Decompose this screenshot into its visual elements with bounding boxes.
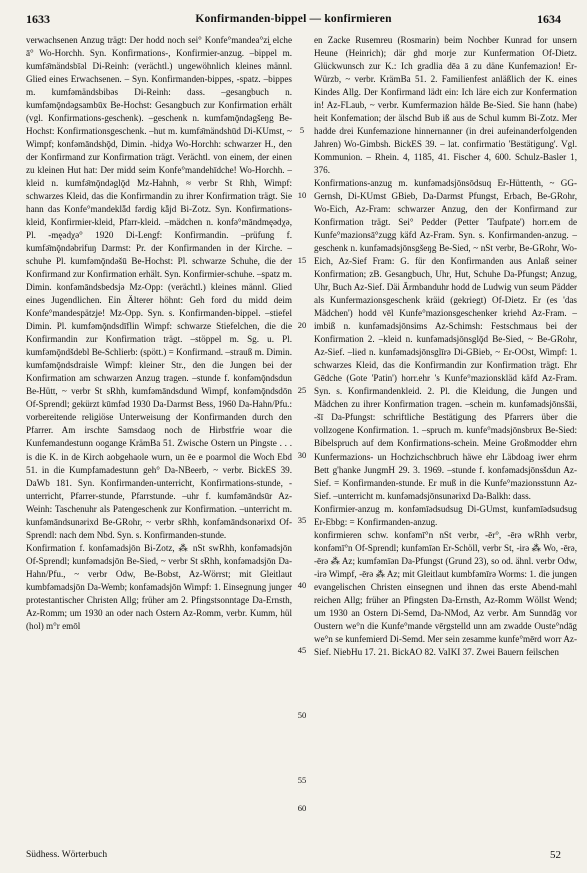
line-number: 10 (297, 190, 307, 200)
entry-konfirmieren: konfirmieren schw. konfəmī°n nSt verbr, -ēr°, -ērə wRhh verbr, konfəmī°n Of-Sprendl; kunfəmīən Er-Schöll, verbr St, -irə ⁂ Wo, -ērə, -ērə ⁂ Az; kumfəmīən Da-Pfungst (Grund 23), so od. ähnl. verbr Odw, -irə Wimpf, -ērə ⁂ Az; mit Gleitlaut kumbfəmīrə Worms: 1. die jungen evangelischen Christen einsegnen und ihnen das erste Abend-mahl reichen Allg; früher an Pfingsten Da-Ernsth, Az-Romm Wöllst Wend; um 1930 an Ostern Di-Semd, Da-NMod, Az verbr. Am Sunndāg vor Oustern we°n die Kunfe°mande vērgstelld unn am zwadde Ouste°ndāg we°n se kunfemierd Di-Semd. Mer sein zesamme kunfe°mērd worr Az-Sief. NiebHu 17. 21. BickAO 82. VaIKI 37. Zwei Bauern feilschen (314, 529, 577, 657)
right-column (314, 34, 577, 814)
line-number: 35 (297, 515, 307, 525)
line-number: 30 (297, 450, 307, 460)
page-footer (26, 848, 561, 862)
entry-konfirmations-anzug: Konfirmations-anzug m. kunfəmadsjōnsōdsuq Er-Hüttenth, ~ GG-Gernsh, Di-KUmst GBieb, Da-Darmst Pfungst, Erbach, Be-GRohr, Wo-Eich, Az-Fram: schwarzer Anzug, den der Konfirmand zur Konfirmation trägt. Sei° Pedder (Petter 'Taufpate') horr.em de Kunfe°mazionsā°zugg käfd Az-Fram. Syn. s. Konfirmanden-anzug. –geschenk n. kunfəmadsjōnsgšeŋg Be-Sied, ~ nSt verbr, Be-GRohr, Wo-Eich, Az-Sief Fram: G. für den Konfirmanden aus Anlaß seiner Konfirmation; zB. Gesangbuch, Uhr, Hut, Schuhe Da-Pfungst; Anzug, Uhr, Buch Az-Sief. Däi Ārmbanduhr hodd de Ludwig vun seum Pädder als Kunfermazionsgeschenk kräid (gekriegt) Of-Dietz. Er (es 'das Mädchen') hodd vēl Kunfe°mazionsgeschenker kriehd Az-Fram. –imbiß n. kunfəmadsjōnsims Az-Schimsh: Festschmaus bei der Konfirmation 2. –kleid n. kunfəmadsjōnsglǭd Be-Sied, ~ Be-GRohr, Az-Sief. –lied n. kunfəmadsjōnsglīrə Di-GBieb, ~ Er-OOst, Wimpf: 1. schwarzes Kleid, das die Konfirmandin zur Konfirmation trägt. Ehr Gēdche (Gote 'Patin') horr.ehr 's Kunfe°mazionskläd käfd Az-Fram. Syn. s. Konfirmandenkleid. 2. Pl. die Kleidung, die Jungen und Mädchen zu ihrer Konfirmation tragen. –schein m. kunfəmadsjōnsšāi, -šī Da-Pfungst: schriftliche Bestätigung des Pfarrers über die vollzogene Konfirmation. 1. –spruch m. kunfe°madsjōnsbrux Be-Sied: Bibelspruch auf dem Konfirmations-schein. Meine Großmodder ehrn Kunfermazions- un Hochzichschbruch häwe ehr Läbdoag iwer ehrm Bett g'hanke JungmH 29. 3. 1969. –stunde f. konfəmadsjōnsšdun Az-Sief. = Konfirmanden-stunde. Er muß in die Kunfe°mazionsstunn Az-Sief. –unterricht m. kunfəmadsjōnsunərixd Da-Balkh: dass. (314, 178, 577, 501)
line-number: 50 (297, 710, 307, 720)
line-number: 15 (297, 255, 307, 265)
line-number: 45 (297, 645, 307, 655)
footer-issue-number: 52 (550, 849, 561, 861)
running-title: Konfirmanden-bippel — konfirmieren (195, 13, 392, 25)
line-number-margin (293, 34, 311, 814)
left-column-continuation: verwachsenen Anzug trägt: Der hodd noch sei° Konfe°mandea°zi̮ elche ā° Wo-Horchh. Syn. Konfirmations-, Konfirmier-anzug. –bippel m. kumfə̄mändsbīəl Di-Reinh: (verächtl.) ungewöhnlich kleines männl. Glied eines Erwachsenen. – Syn. Konfirmanden-bippes, -spatz. –bippes m. kumfəmändsbibəs Di-Reinh: dass. –gesangbuch n. kumfəmǭndəgsambūx Be-Hochst: Gesangbuch zur Konfirmation erhält (vgl. Konfirmations-geschenk). –geschenk n. kumfəmǭndəgšeŋg Be-Hochst: Konfirmationsgeschenk. –hut m. kumfə̄mändshūd Di-KUmst, ~ Wimpf; konfəmāndshǭd, Dimin. -hidχə Wo-Horchh: schwarzer H., den der Konfirmand zur Konfirmation trägt. Verächtl. von einem, der einen zu kleinen Hut hat: Der midd seim Konfe°mandehīdche! Wo-Horchh. –kleid n. kumfə̄mǭndəglǭd Mz-Hahnh, ≈ verbr St Rhh, Wimpf: schwarzes Kleid, das die Konfirmandin zu ihrer Konfirmation trägt. Sie hann das Konfe°mandeklǟd fərdig kǟjd Bi-Zotz. Syn. Konfirmations-kleid, Konfirmier-kleid, Pfarr-kleid. –mädchen n. konfə°māndmęədχə, Pl. -męədχə° 1920 Di-Lengf: Konfirmandin. –prüfung f. kumfə̄mǭndəbrifuŋ Darmst: Pr. der Konfirmanden in der Kirche. –schuhe Pl. kumfəmǭndəšū Be-Hochst: Pl. schwarze Schuhe, die der Konfirmand zur Konfirmation erhält. Syn. Konfirmier-schuhe. –spatz m. Dimin. konfəmāndsbedsjə Mz-Opp: (verächtl.) kleines männl. Glied eines Jugendlichen. Ein Älterer höhnt: Geh ford du midd deim Konfe°mandespätzje! Mz-Opp. Syn. s. Konfirmanden-bippel. –stiefel Dimin. Pl. kumfəmǭndsdīflin Wimpf: schwarze Stiefelchen, die die Konfirmandin zur Konfirmation trägt. –stöppel m. Sg. u. Pl. kumfəmǭndšdebl Be-Schlierb: (spött.) = Konfirmand. –strauß m. Dimin. kumfəmǭndsdraisle Wimpf: kleiner Str., den die Jungen bei der Konfirmation am schwarzen Anzug tragen. –stunde f. konfəmǭndsdun Be-Hütt, ~ verbr St sRhh, kumfəmāndsdund Wimpf, konfəmǭndsdōn Of-Sprendl; gekürzt kūmfəd 1930 Da-Darmst Bess, 1960 Da-Hahn/Pfu.: vorbereitende religiöse Unterweisung der Konfirmanden durch den Pfarrer. Am irschte Samsdaog noch de Hirbstfrie woar die Kunfemandestunn oogange KrämBa 51. Zwische Ostern un Pingste . . . is die K. in de Kirch aobgehaole wurn, un ēe e poarmol die Woch Ebd 51. in die Kumpfamadestunn geh° Da-NBeerb, ~ verbr. BickES 39. DaWb 181. Syn. Konfirmanden-unterricht, Konfirmations-stunde, -unterricht, Pfarrer-stunde, Pfarrstunde. –uhr f. kumfəmāndsūr Az-Weinh: Taschenuhr als Patengeschenk zur Konfirmation. –unterricht m. kunfəmāndsunərixd Be-GRohr, ~ verbr sRhh, konfəmāndsonərixd Of-Sprendl: nach dem Nbd. Syn. s. Konfirmanden-stunde. (26, 35, 292, 540)
line-number: 20 (297, 320, 307, 330)
page-header (26, 10, 561, 28)
line-number: 40 (297, 580, 307, 590)
line-number: 5 (299, 125, 305, 135)
line-number: 60 (297, 803, 307, 813)
entry-konfirmation: Konfirmation f. konfəmadsjōn Bi-Zotz, ⁂ nSt swRhh, konfəmadsjōn Of-Sprendl; kunfəmadsjōn Be-Sied, ~ verbr St sRhh, konfəmadsjōn Da-Hahn/Pfu., ~ verbr Odw, Be-Bobst, Az-Wörrst; mit Gleitlaut kumbfəmadsjōn Da-Wemb; konfəmadsjōn Wimpf: 1. Einsegnung junger protestantischer Christen Allg; früher am 2. Pfingstsonntage Da-Ernsth, Az-Romm; um 1930 an oder nach Ostern Az-Romm, verbr. Kumm, hül (hol) m°r emōl (26, 542, 292, 631)
line-number: 25 (297, 385, 307, 395)
entry-konfirmier-anzug: Konfirmier-anzug m. konfəmīədsudsug Di-GUmst, kunfəmīədsudsug Er-Ebbg: = Konfirmanden-anzug. (314, 503, 577, 527)
right-column-continuation: en Zacke Rusemreu (Rosmarin) beim Nochber Kunrad for unsern Heune (Heinrich); där ghd morje zur Kunfermation Of-Dietz. Glückwunsch zur K.: Ich gradlia dēa ā zu däne Kunfemazion! Er-Würzb, ~ verbr. KrämBa 51. 2. Familienfest anläßlich der K. eines Kindes Allg. Der Konfirmand lädt ein: Ich läre eich zur Konfermation in! Az-FLaub, ~ verbr. Kumfermazion hälde Be-Sied. Sie hann (habe) heit Konfemation; der älschd Bub iß aus de Schul kumm Bi-Zotz. Mer hadde drei Kunfemazione hinnernanner (in drei aufeinanderfolgenden Jahren) Wo-Gimbsh. BickES 39. – lat. confirmatio 'Bestätigung'. Vgl. Kommunion. – Rhein. 4, 1185, 41. Fischer 4, 600. Schulz-Basler 1, 376. (314, 35, 577, 176)
page-number-left: 1633 (26, 11, 50, 26)
page-number-right: 1634 (536, 11, 561, 26)
footer-publication: Südhess. Wörterbuch (26, 850, 108, 860)
left-column (26, 34, 292, 814)
line-number: 55 (297, 775, 307, 785)
